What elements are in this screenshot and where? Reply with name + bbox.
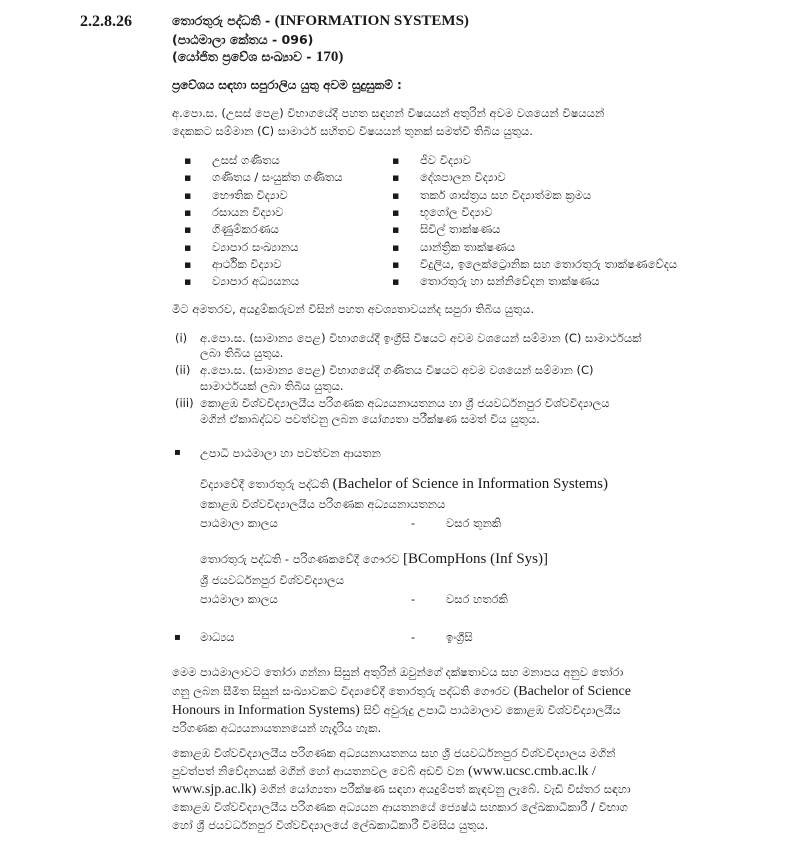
website-link[interactable]: (www.ucsc.cmb.ac.lk / [468, 764, 596, 779]
degree1-title [200, 476, 608, 493]
subject-item: ගිණුම්කරණය [212, 222, 279, 237]
para1-line: මෙම පාඨමාලාවට තෝරා ගන්නා සිසුන් අතුරින් ඔවුන්ගේ දක්ෂතාවය සහ මනාපය අනුව තෝරා [172, 665, 624, 679]
degree1-name-si: විද්‍යාවේදී තොරතුරු පද්ධති [200, 477, 329, 491]
subject-item: රසායන විද්‍යාව [212, 204, 284, 219]
subject-item: ආර්ථික විද්‍යාව [212, 256, 282, 271]
para2-line: කොළඹ විශ්වවිද්‍යාලයීය පරිගණක අධ්‍යයනායතනය සහ ශ්‍රී ජයවර්ධනපුර විශ්වවිද්‍යාලය මගින් [172, 746, 616, 760]
para2-line: කොළඹ විශ්වවිද්‍යාලයීය පරිගණක අධ්‍යයන ආයතනයේ ජ්‍යෙෂ්ඨ සහකාර ලේඛකාධිකාරී / විභාග [172, 800, 628, 814]
degree2-duration-label: පාඨමාලා කාලය [200, 592, 278, 606]
intro-line-1: අ.පො.ස. (උසස් පෙළ) විභාගයේදී පහත සඳහන් විෂයයන් අතුරින් අවම වශයෙන් විෂයයන් [172, 106, 605, 120]
degree1-duration-label: පාඨමාලා කාලය [200, 516, 278, 530]
intake-line [172, 49, 343, 66]
para1-line: පරිගණක අධ්‍යයනායතනයෙන් හැදෑරිය හැක. [172, 721, 382, 735]
course-code: (පාඨමාලා කේතය - 096) [172, 32, 314, 47]
subject-item: යාන්ත්‍රික තාක්ෂණය [420, 239, 516, 254]
condition-number: (ii) [175, 363, 191, 377]
degree2-dash: - [411, 592, 416, 606]
intake-label: (යෝජිත ප්‍රවේශ සංඛ්‍යාව - [172, 49, 312, 64]
bullet-icon: ▪ [392, 205, 400, 219]
bullet-icon: ▪ [392, 223, 400, 237]
bullet-icon: ▪ [392, 188, 400, 202]
degree1-dash: - [411, 516, 416, 530]
degree2-name-si: තොරතුරු පද්ධති - පරිගණකවේදී ගෞරව [200, 552, 400, 566]
degree1-duration: වසර තුනකි [446, 516, 502, 530]
para1-text: සිව් අවුරුදු උපාධි පාඨමාලාව කොළඹ විශ්වවිද්‍යාලයීය [363, 703, 621, 717]
bullet-icon: ▪ [392, 171, 400, 185]
subject-item: දේශපාලන විද්‍යාව [420, 170, 506, 185]
intro-line-2: දෙකකට සම්මාන (C) සාමාර්ථ සහිතව විෂයයන් තුනක් සමත්වී තිබිය යුතුය. [172, 124, 533, 138]
bullet-icon: ▪ [392, 275, 400, 289]
section-title [172, 13, 469, 30]
title-sinhala: තොරතුරු පද්ධති - [172, 13, 271, 28]
bullet-icon: ▪ [174, 447, 181, 458]
medium-label: මාධ්‍යය [200, 630, 235, 644]
bullet-icon: ▪ [174, 632, 181, 643]
para1-line [172, 703, 621, 719]
bullet-icon: ▪ [392, 240, 400, 254]
subject-item: ව්‍යාපාර සංඛ්‍යානය [212, 239, 299, 254]
subject-item: තොරතුරු හා සන්නිවේදන තාක්ෂණය [420, 274, 600, 289]
section-number: 2.2.8.26 [80, 13, 132, 30]
condition-line: කොළඹ විශ්වවිද්‍යාලයීය පරිගණක අධ්‍යයනායතනය හා ශ්‍රී ජයවර්ධනපුර විශ්වවිද්‍යාලය [200, 396, 610, 410]
condition-line: ලබා තිබිය යුතුය. [200, 346, 284, 360]
degrees-heading: උපාධි පාඨමාලා හා පවත්වන ආයතන [200, 446, 381, 460]
bullet-icon: ▪ [184, 257, 192, 271]
intake-number: 170) [315, 49, 344, 65]
para2-line: හෝ ශ්‍රී ජයවර්ධනපුර විශ්වවිද්‍යාලයේ ලේඛකාධිකාරී විමසිය යුතුය. [172, 818, 489, 832]
degree2-name-en: [BCompHons (Inf Sys)] [403, 551, 549, 567]
para2-text: මගින් යෝග්‍යතා පරීක්ෂණ සඳහා අයදුම්පත් කැඳවනු ලැබේ. වැඩි විස්තර සඳහා [259, 782, 631, 796]
subject-item: තර්ක ශාස්ත්‍රය සහ විද්‍යාත්මක ක්‍රමය [420, 187, 592, 202]
medium-dash: - [411, 630, 416, 644]
para2-text: පුවත්පත් නිවේදනයක් මගින් හෝ ආයතනවල වෙබ් අඩවි වන [172, 764, 465, 778]
subject-item: භූගෝල විද්‍යාව [420, 204, 493, 219]
degree2-title [200, 551, 548, 568]
medium-value: ඉංග්‍රීසි [446, 630, 473, 644]
subject-item: ව්‍යාපාර අධ්‍යයනය [212, 274, 300, 289]
bullet-icon: ▪ [184, 188, 192, 202]
subject-item: ජීව විද්‍යාව [420, 153, 471, 167]
degree1-institute: කොළඹ විශ්වවිද්‍යාලයීය පරිගණක අධ්‍යයනායතනය [200, 497, 446, 511]
bullet-icon: ▪ [392, 257, 400, 271]
bullet-icon: ▪ [184, 154, 192, 167]
subject-item: සිවිල් තාක්ෂණය [420, 222, 501, 237]
subject-item: උසස් ගණිතය [212, 153, 280, 167]
subject-item: විදුලිය, ඉලෙක්ට්‍රොනික සහ තොරතුරු තාක්ෂණවේදය [420, 256, 678, 271]
title-english: (INFORMATION SYSTEMS) [274, 13, 469, 29]
condition-line: අ.පො.ස. (සාමාන්‍ය පෙළ) විභාගයේදී ඉංග්‍රීසි විෂයට අවම වශයෙන් සම්මාන (C) සාමාර්ථයක් [200, 331, 642, 345]
para2-line [172, 764, 596, 780]
para1-line [172, 684, 631, 700]
bullet-icon: ▪ [184, 171, 192, 185]
condition-number: (iii) [175, 396, 194, 410]
condition-line: මගින් ඒකාබද්ධව පවත්වනු ලබන යෝග්‍යතා පරීක්ෂණ සමත් විය යුතුය. [200, 412, 540, 426]
subject-item: ගණිතය / සංයුක්ත ගණිතය [212, 170, 343, 185]
bullet-icon: ▪ [184, 240, 192, 254]
condition-line: අ.පො.ස. (සාමාන්‍ය පෙළ) විභාගයේදී ගණිතය විෂයට අවම වශයෙන් සම්මාන (C) [200, 363, 594, 377]
subject-item: භෞතික විද්‍යාව [212, 187, 288, 202]
requirements-heading: ප්‍රවේශය සඳහා සපුරාලිය යුතු අවම සුදුසුකම් : [172, 78, 402, 92]
degree1-name-en: (Bachelor of Science in Information Systems) [332, 476, 608, 492]
condition-line: සාමාර්ථයක් ලබා තිබිය යුතුය. [200, 379, 344, 393]
bullet-icon: ▪ [184, 205, 192, 219]
degree2-duration: වසර හතරකි [446, 592, 508, 606]
additional-requirements: මීට අමතරව, අයදුම්කරුවන් විසින් පහත අවශ්‍යතාවයන්ද සපුරා තිබිය යුතුය. [172, 302, 535, 316]
website-link[interactable]: www.sjp.ac.lk) [172, 782, 257, 797]
para1-english: Honours in Information Systems) [172, 703, 360, 718]
bullet-icon: ▪ [184, 223, 192, 237]
bullet-icon: ▪ [392, 154, 400, 167]
para1-english: (Bachelor of Science [513, 684, 631, 699]
bullet-icon: ▪ [184, 275, 192, 289]
degree2-institute: ශ්‍රී ජයවර්ධනපුර විශ්වවිද්‍යාලය [200, 573, 345, 587]
para2-line [172, 782, 631, 798]
para1-text: ගනු ලබන සීමිත සිසුන් සංඛ්‍යාවකට විද්‍යාවේදී තොරතුරු පද්ධති ගෞරව [172, 684, 510, 698]
condition-number: (i) [175, 331, 188, 345]
